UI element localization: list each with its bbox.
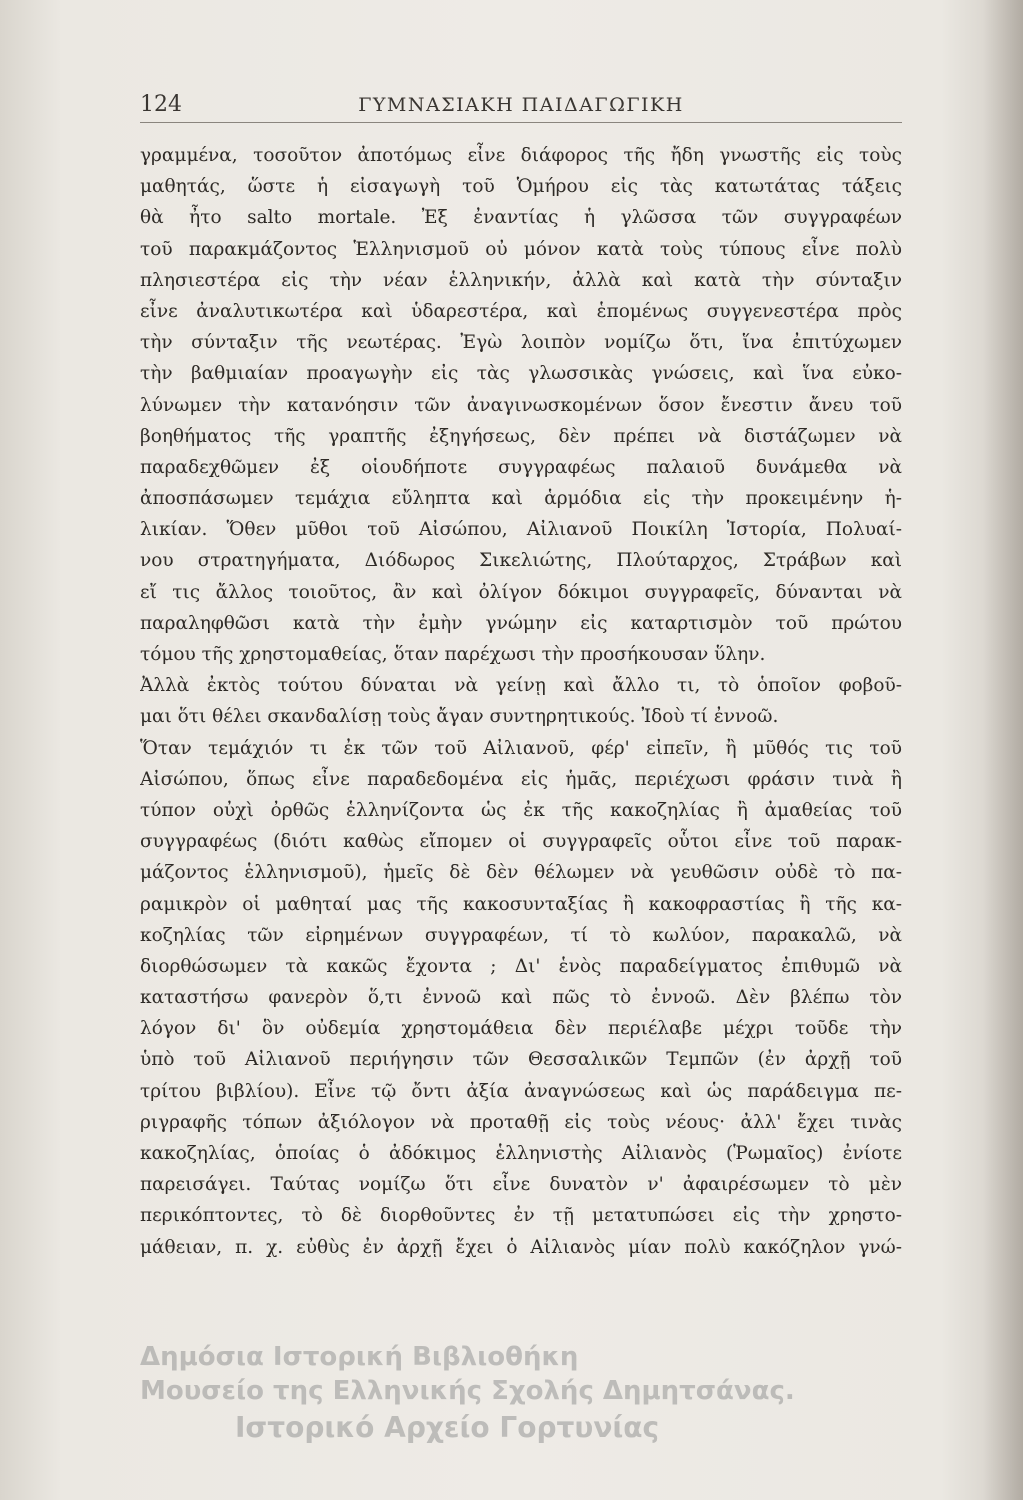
text-line: τὴν βαθμιαίαν προαγωγὴν εἰς τὰς γλωσσικὰς γνώσεις, καὶ ἵνα εὐκο- bbox=[140, 363, 902, 385]
page-header bbox=[140, 88, 902, 123]
body-text bbox=[140, 140, 902, 1263]
text-line: λικίαν. Ὅθεν μῦθοι τοῦ Αἰσώπου, Αἰλιανοῦ Ποικίλη Ἱστορία, Πολυαί- bbox=[140, 519, 902, 541]
text-line: εἴ τις ἄλλος τοιοῦτος, ἂν καὶ ὀλίγον δόκιμοι συγγραφεῖς, δύνανται νὰ bbox=[140, 581, 902, 603]
text-line: τύπον οὐχὶ ὀρθῶς ἑλληνίζοντα ὡς ἐκ τῆς κακοζηλίας ἢ ἀμαθείας τοῦ bbox=[140, 799, 902, 821]
text-line: περικόπτοντες, τὸ δὲ διορθοῦντες ἐν τῇ μετατυπώσει εἰς τὴν χρηστο- bbox=[140, 1205, 902, 1227]
text-line: Ἀλλὰ ἐκτὸς τούτου δύναται νὰ γείνῃ καὶ ἄλλο τι, τὸ ὁποῖον φοβοῦ- bbox=[140, 675, 902, 697]
text-line: λόγον δι' ὃν οὐδεμία χρηστομάθεια δὲν περιέλαβε μέχρι τοῦδε τὴν bbox=[140, 1018, 902, 1040]
text-line: τὴν σύνταξιν τῆς νεωτέρας. Ἐγὼ λοιπὸν νομίζω ὅτι, ἵνα ἐπιτύχωμεν bbox=[140, 332, 902, 354]
page-number: 124 bbox=[140, 92, 182, 117]
running-title: ΓΥΜΝΑΣΙΑΚΗ ΠΑΙΔΑΓΩΓΙΚΗ bbox=[358, 94, 684, 116]
library-watermark bbox=[140, 1340, 1000, 1448]
text-line: τόμου τῆς χρηστομαθείας, ὅταν παρέχωσι τὴν προσήκουσαν ὕλην. bbox=[140, 644, 766, 665]
text-line: μαθητάς, ὥστε ἡ εἰσαγωγὴ τοῦ Ὁμήρου εἰς τὰς κατωτάτας τάξεις bbox=[140, 176, 902, 198]
text-line: ὑπὸ τοῦ Αἰλιανοῦ περιήγησιν τῶν Θεσσαλικῶν Τεμπῶν (ἐν ἀρχῇ τοῦ bbox=[140, 1049, 902, 1071]
text-line: μάθειαν, π. χ. εὐθὺς ἐν ἀρχῇ ἔχει ὁ Αἰλιανὸς μίαν πολὺ κακόζηλον γνώ- bbox=[140, 1236, 902, 1258]
text-line: καταστήσω φανερὸν ὅ,τι ἐννοῶ καὶ πῶς τὸ ἐννοῶ. Δὲν βλέπω τὸν bbox=[140, 987, 902, 1009]
text-line: ραμικρὸν οἱ μαθηταί μας τῆς κακοσυνταξίας ἢ κακοφραστίας ἢ τῆς κα- bbox=[140, 893, 902, 915]
text-line: βοηθήματος τῆς γραπτῆς ἐξηγήσεως, δὲν πρέπει νὰ διστάζωμεν νὰ bbox=[140, 425, 902, 447]
text-line: παραληφθῶσι κατὰ τὴν ἐμὴν γνώμην εἰς καταρτισμὸν τοῦ πρώτου bbox=[140, 612, 902, 634]
text-line: διορθώσωμεν τὰ κακῶς ἔχοντα ; Δι' ἑνὸς παραδείγματος ἐπιθυμῶ νὰ bbox=[140, 955, 902, 977]
text-line: μαι ὅτι θέλει σκανδαλίσῃ τοὺς ἄγαν συντηρητικούς. Ἰδοὺ τί ἐννοῶ. bbox=[140, 706, 779, 728]
watermark-line-3: Ιστορικό Αρχείο Γορτυνίας bbox=[235, 1411, 660, 1444]
text-line: μάζοντος ἑλληνισμοῦ), ἡμεῖς δὲ δὲν θέλωμεν νὰ γευθῶσιν οὐδὲ τὸ πα- bbox=[140, 862, 902, 884]
text-line: κακοζηλίας, ὁποίας ὁ ἀδόκιμος ἑλληνιστὴς Αἰλιανὸς (Ῥωμαῖος) ἐνίοτε bbox=[140, 1143, 902, 1164]
text-line: κοζηλίας τῶν εἰρημένων συγγραφέων, τί τὸ κωλύον, παρακαλῶ, νὰ bbox=[140, 924, 902, 946]
text-line: συγγραφέως (διότι καθὼς εἴπομεν οἱ συγγραφεῖς οὗτοι εἶνε τοῦ παρακ- bbox=[140, 831, 902, 853]
text-line: ριγραφῆς τόπων ἀξιόλογον νὰ προταθῇ εἰς τοὺς νέους· ἀλλ' ἔχει τινὰς bbox=[140, 1111, 902, 1133]
watermark-line-1: Δημόσια Ιστορική Βιβλιοθήκη bbox=[140, 1342, 579, 1372]
text-line: τρίτου βιβλίου). Εἶνε τῷ ὄντι ἀξία ἀναγνώσεως καὶ ὡς παράδειγμα πε- bbox=[140, 1080, 902, 1102]
text-line: Ὅταν τεμάχιόν τι ἐκ τῶν τοῦ Αἰλιανοῦ, φέρ' εἰπεῖν, ἢ μῦθός τις τοῦ bbox=[140, 737, 902, 759]
text-line: λύνωμεν τὴν κατανόησιν τῶν ἀναγινωσκομένων ὅσον ἔνεστιν ἄνευ τοῦ bbox=[140, 394, 902, 416]
text-line: εἶνε ἀναλυτικωτέρα καὶ ὑδαρεστέρα, καὶ ἑπομένως συγγενεστέρα πρὸς bbox=[140, 300, 902, 322]
text-line: νου στρατηγήματα, Διόδωρος Σικελιώτης, Πλούταρχος, Στράβων καὶ bbox=[140, 550, 902, 572]
binding-shadow bbox=[983, 0, 1023, 1500]
text-line: τοῦ παρακμάζοντος Ἑλληνισμοῦ οὐ μόνον κατὰ τοὺς τύπους εἶνε πολὺ bbox=[140, 238, 902, 260]
text-line: πλησιεστέρα εἰς τὴν νέαν ἑλληνικήν, ἀλλὰ καὶ κατὰ τὴν σύνταξιν bbox=[140, 269, 902, 291]
text-line: παρεισάγει. Ταύτας νομίζω ὅτι εἶνε δυνατὸν ν' ἀφαιρέσωμεν τὸ μὲν bbox=[140, 1174, 902, 1196]
text-line: Αἰσώπου, ὅπως εἶνε παραδεδομένα εἰς ἡμᾶς, περιέχωσι φράσιν τινὰ ἢ bbox=[140, 768, 902, 790]
text-line: γραμμένα, τοσοῦτον ἀποτόμως εἶνε διάφορος τῆς ἤδη γνωστῆς εἰς τοὺς bbox=[140, 145, 902, 166]
text-line: ἀποσπάσωμεν τεμάχια εὔληπτα καὶ ἁρμόδια εἰς τὴν προκειμένην ἡ- bbox=[140, 488, 902, 510]
text-line: παραδεχθῶμεν ἐξ οἱουδήποτε συγγραφέως παλαιοῦ δυνάμεθα νὰ bbox=[140, 456, 902, 478]
text-line: θὰ ἦτο salto mortale. Ἐξ ἐναντίας ἡ γλῶσσα τῶν συγγραφέων bbox=[140, 207, 902, 229]
watermark-line-2: Μουσείο της Ελληνικής Σχολής Δημητσάνας. bbox=[140, 1376, 795, 1406]
